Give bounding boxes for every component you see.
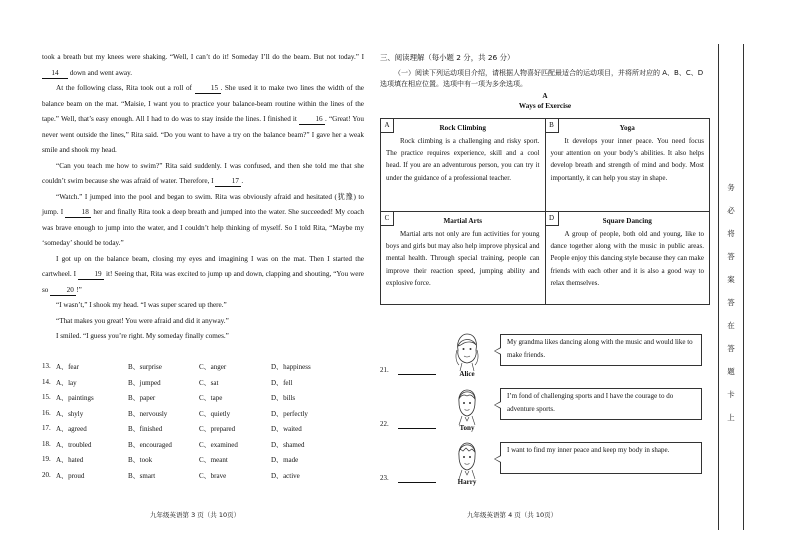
option-choice[interactable] (56, 393, 94, 403)
answer-blank[interactable] (398, 374, 436, 375)
girl-face-icon (452, 332, 482, 372)
option-choice[interactable] (271, 378, 292, 388)
sidebar-char: 必 (727, 206, 735, 215)
option-choice[interactable] (56, 455, 83, 465)
answer-card-sidebar (718, 44, 744, 530)
option-label: D、 (271, 394, 284, 402)
reading-section (380, 50, 710, 111)
option-choice[interactable] (56, 440, 91, 450)
option-row (42, 424, 364, 440)
question-number: 18. (42, 439, 51, 448)
exercise-letter: B (546, 119, 559, 133)
exercise-title: Martial Arts (443, 217, 483, 225)
exercise-cell-d (545, 212, 710, 305)
passage-paragraph (42, 50, 364, 81)
option-choice[interactable] (199, 455, 228, 465)
question-number: 20. (42, 470, 51, 479)
option-choice[interactable] (128, 440, 172, 450)
option-choice[interactable] (271, 455, 298, 465)
exercise-title: Yoga (619, 124, 635, 132)
passage-paragraph (42, 81, 364, 159)
option-choice[interactable] (271, 362, 311, 372)
blank-number[interactable]: 16 (299, 115, 325, 125)
option-label: D、 (271, 425, 284, 433)
page-footer-left: 九年级英语第 3 页（共 10页） (150, 511, 241, 519)
option-choice[interactable] (128, 471, 155, 481)
question-number: 16. (42, 408, 51, 417)
option-label: B、 (128, 471, 140, 480)
person-name: Tony (459, 424, 475, 432)
exercise-text: It develops your inner peace. You need focus your attention on your body’s abilities. It also helps develop breath and strength of mind and body. Most importantly, it can help you stay in shape. (550, 137, 704, 182)
option-row (42, 471, 364, 487)
sidebar-char: 务 (727, 183, 735, 192)
option-label: C、 (199, 425, 211, 433)
option-label: A、 (56, 378, 69, 387)
option-text: quietly (210, 409, 231, 418)
option-choice[interactable] (128, 393, 155, 403)
passage-paragraph (42, 314, 364, 330)
option-text: brave (210, 471, 227, 480)
blank-number[interactable]: 14 (42, 69, 68, 79)
option-text: fell (283, 378, 293, 387)
option-label: B、 (128, 394, 140, 402)
sidebar-char: 答 (727, 298, 735, 307)
option-choice[interactable] (56, 362, 79, 372)
person-alice (380, 332, 710, 382)
exercise-table (380, 118, 710, 305)
section-title: 三、阅读理解（每小题 2 分，共 26 分） (380, 53, 515, 62)
option-text: hated (68, 456, 84, 464)
option-label: B、 (128, 456, 140, 464)
option-choice[interactable] (199, 440, 238, 450)
speech-bubble: I want to find my inner peace and keep my body in shape. (500, 442, 702, 474)
passage-title: Ways of Exercise (518, 101, 572, 110)
option-text: paintings (68, 394, 94, 402)
blank-number[interactable]: 19 (78, 270, 104, 280)
exercise-title: Rock Climbing (439, 124, 487, 132)
exercise-text: Martial arts not only are fun activities for young boys and girls but may also help improve physical and mental health. Through special training, people can improve their reaction speed, jumping ability and explosive force. (386, 230, 540, 287)
option-row (42, 362, 364, 378)
option-label: D、 (271, 456, 284, 464)
option-label: C、 (199, 409, 211, 418)
option-label: B、 (128, 425, 140, 433)
option-text: meant (210, 456, 228, 464)
blank-number[interactable]: 15 (195, 84, 221, 94)
question-number: 17. (42, 424, 51, 432)
exercise-text: Rock climbing is a challenging and risky sport. The practice requires experience, skill and a cool head. If you are an adventurous person, you can try it under the guidance of a professional teacher. (386, 137, 540, 182)
passage-paragraph (42, 159, 364, 190)
option-choice[interactable] (128, 378, 161, 388)
option-text: waited (283, 425, 302, 433)
option-text: paper (139, 394, 156, 402)
page-footer-right: 九年级英语第 4 页（共 10页） (467, 511, 558, 519)
exercise-cell-c (381, 212, 546, 305)
option-text: tape (210, 394, 223, 402)
option-choice[interactable] (271, 471, 300, 481)
option-text: prepared (210, 425, 236, 433)
answer-blank[interactable] (398, 482, 436, 483)
passage-text: “That makes you great! You were afraid and did it anyway.” (56, 316, 229, 325)
option-text: anger (210, 363, 227, 371)
option-text: active (283, 471, 300, 480)
option-text: troubled (68, 440, 92, 449)
sidebar-char: 答 (727, 344, 735, 353)
option-text: lay (68, 378, 77, 387)
option-label: C、 (199, 363, 211, 371)
option-label: B、 (128, 440, 140, 449)
option-label: B、 (128, 363, 140, 371)
sidebar-char: 上 (727, 413, 735, 422)
passage-text: . “Great! You never went outside the lines,” Rita said. “Do you want to have a try on the balance beam?” I gave her a weak smile and shook my head. (42, 115, 364, 154)
option-label: A、 (56, 363, 69, 371)
option-choice[interactable] (56, 409, 83, 419)
option-choice[interactable] (128, 362, 162, 372)
option-choice[interactable] (56, 424, 87, 434)
option-choice[interactable] (199, 362, 226, 372)
option-label: C、 (199, 440, 211, 449)
question-number: 19. (42, 455, 51, 463)
sidebar-char: 案 (727, 275, 735, 284)
option-text: made (283, 456, 299, 464)
passage-text: her and finally Rita took a deep breath and jumped into the water. She succeeded! My coach was brave enough to jump into the water, and I couldn’t help thinking of myself. So I told Rita, “Maybe my ‘someday’ should be today.” (42, 208, 364, 247)
option-choice[interactable] (271, 409, 308, 419)
option-choice[interactable] (56, 378, 77, 388)
option-choice[interactable] (56, 471, 84, 481)
option-label: A、 (56, 456, 69, 464)
question-number: 14. (42, 377, 51, 386)
question-number: 13. (42, 362, 51, 370)
boy-face-icon (452, 440, 482, 480)
blank-number[interactable]: 18 (65, 208, 91, 218)
option-label: B、 (128, 378, 140, 387)
passage-letter: A (542, 91, 548, 100)
passage-text: “Watch.” I jumped into the pool and began to swim. Rita was obviously afraid and hesitated (犹豫) to jump. I (42, 192, 364, 216)
sidebar-char: 题 (727, 367, 735, 376)
option-choice[interactable] (128, 409, 167, 419)
option-text: surprise (139, 363, 162, 371)
option-label: C、 (199, 471, 211, 480)
option-label: D、 (271, 471, 284, 480)
speech-bubble: I’m fond of challenging sports and I have the courage to do adventure sports. (500, 388, 702, 420)
option-label: D、 (271, 378, 284, 387)
option-label: C、 (199, 378, 211, 387)
option-choice[interactable] (199, 393, 222, 403)
section-instruction: （一）阅读下列运动项目介绍，请根据人物喜好匹配最适合的运动项目，并将所对应的 A、B、C、D 选项填在相应位置。选项中有一项为多余选项。 (380, 68, 704, 88)
option-text: shyly (68, 409, 84, 418)
sidebar-char: 将 (727, 229, 735, 238)
passage-text: !” (76, 285, 82, 294)
option-text: sat (210, 378, 219, 387)
option-text: nervously (139, 409, 168, 418)
option-choice[interactable] (271, 393, 295, 403)
option-text: examined (210, 440, 238, 449)
option-choice[interactable] (199, 424, 235, 434)
exercise-cell-b (545, 119, 710, 212)
blank-number[interactable]: 20 (50, 286, 76, 296)
option-text: fear (68, 363, 79, 371)
exercise-text: A group of people, both old and young, like to dance together along with the music in public areas. People enjoy this dancing style because they can make friends with each other and it is also a good way to relax themselves. (550, 230, 704, 287)
option-text: smart (139, 471, 156, 480)
question-number: 21. (380, 366, 389, 374)
passage-paragraph (42, 190, 364, 252)
passage-text: I smiled. “I guess you’re right. My someday finally comes.” (56, 332, 229, 340)
person-tony (380, 386, 710, 436)
option-choice[interactable] (199, 378, 218, 388)
option-text: agreed (68, 425, 87, 433)
option-label: A、 (56, 471, 69, 480)
answer-blank[interactable] (398, 428, 436, 429)
option-choice[interactable] (271, 440, 304, 450)
question-number: 23. (380, 474, 389, 482)
person-harry (380, 440, 710, 490)
option-label: D、 (271, 363, 284, 371)
option-row (42, 440, 364, 456)
option-label: D、 (271, 440, 284, 449)
option-row (42, 409, 364, 425)
option-label: D、 (271, 409, 284, 418)
passage-text: . (241, 177, 244, 185)
person-name: Harry (457, 478, 477, 486)
speech-bubble: My grandma likes dancing along with the music and would like to make friends. (500, 334, 702, 366)
option-text: took (139, 456, 153, 464)
option-label: C、 (199, 394, 211, 402)
person-name: Alice (459, 370, 475, 378)
sidebar-char: 答 (727, 252, 735, 261)
passage-paragraph (42, 252, 364, 299)
sidebar-char: 卡 (727, 390, 735, 399)
passage-paragraph (42, 329, 364, 345)
passage-text: took a breath but my knees were shaking. “Well, I can’t do it! Someday I’ll do the beam. But not today.” I (42, 53, 364, 61)
option-choice[interactable] (128, 455, 152, 465)
option-label: A、 (56, 394, 69, 402)
exercise-cell-a (381, 119, 546, 212)
passage-text: “Can you teach me how to swim?” Rita said suddenly. I was confused, and then she told me that she couldn’t swim because she was afraid of water. Therefore, I (42, 161, 364, 185)
option-label: A、 (56, 425, 69, 433)
passage-text: . She used it to make two lines the width of the balance beam on the mat. “Maisie, I want you to practice your balance-beam routine within the lines of the tape.” Well, that’s easy enough. All I had to do was to stay inside the lines. I finished it (42, 84, 364, 123)
option-text: happiness (283, 363, 311, 371)
option-text: proud (68, 471, 85, 480)
cloze-passage (42, 50, 364, 345)
option-text: shamed (283, 440, 305, 449)
option-text: jumped (139, 378, 161, 387)
option-text: encouraged (139, 440, 172, 449)
passage-text: At the following class, Rita took out a roll of (56, 84, 195, 92)
blank-number[interactable]: 17 (215, 177, 241, 187)
exercise-letter: D (546, 212, 559, 226)
exercise-title: Square Dancing (602, 217, 652, 225)
option-choice[interactable] (199, 409, 230, 419)
option-label: A、 (56, 409, 69, 418)
option-row (42, 393, 364, 409)
option-choice[interactable] (199, 471, 226, 481)
option-text: finished (139, 425, 163, 433)
option-label: A、 (56, 440, 69, 449)
passage-text: down and went away. (68, 68, 133, 77)
passage-text: it! Seeing that, Rita was excited to jump up and down, clapping and shouting, “You were so (42, 270, 364, 294)
option-label: B、 (128, 409, 140, 418)
exercise-letter: A (381, 119, 394, 133)
option-row (42, 455, 364, 471)
sidebar-char: 在 (727, 321, 735, 330)
cloze-options (42, 362, 364, 486)
option-row (42, 378, 364, 394)
option-choice[interactable] (271, 424, 302, 434)
question-number: 15. (42, 393, 51, 401)
exercise-letter: C (381, 212, 394, 226)
passage-text: “I wasn’t,” I shook my head. “I was super scared up there.” (56, 301, 227, 309)
passage-paragraph (42, 298, 364, 314)
option-choice[interactable] (128, 424, 162, 434)
question-number: 22. (380, 420, 389, 428)
option-text: bills (283, 394, 296, 402)
sidebar-notice (719, 182, 743, 435)
option-text: perfectly (283, 409, 308, 418)
option-label: C、 (199, 456, 211, 464)
boy-face-icon (452, 386, 482, 426)
passage-text: I got up on the balance beam, closing my eyes and imagining I was on the mat. Then I started the cartwheel. I (42, 254, 364, 278)
